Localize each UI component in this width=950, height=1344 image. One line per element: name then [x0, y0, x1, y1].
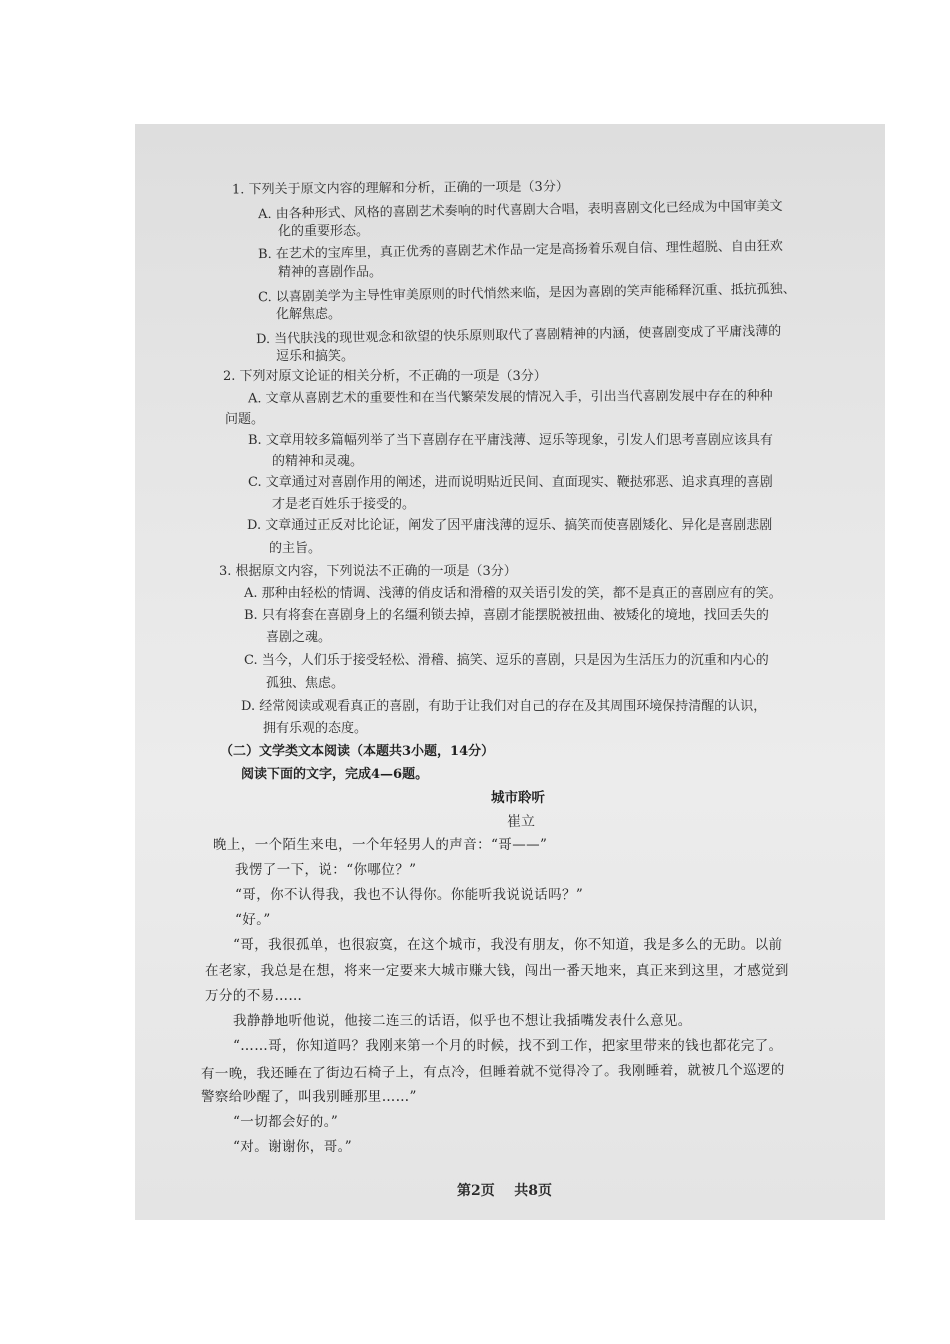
q1-option-c: C. 以喜剧美学为主导性审美原则的时代悄然来临，是因为喜剧的笑声能稀释沉重、抵抗孤独、: [257, 281, 796, 306]
q2-stem: 2. 下列对原文论证的相关分析，不正确的一项是（3分）: [223, 369, 547, 384]
q2-option-c-cont: 才是老百姓乐于接受的。: [272, 497, 416, 512]
q1-option-a: A. 由各种形式、风格的喜剧艺术奏响的时代喜剧大合唱，表明喜剧文化已经成为中国审美文: [257, 198, 783, 223]
story-paragraph-cont: 警察给吵醒了，叫我别睡那里……”: [201, 1089, 417, 1105]
q1-option-d-cont: 逗乐和搞笑。: [276, 349, 355, 364]
story-paragraph: 我静静地听他说，他接二连三的话语，似乎也不想让我插嘴发表什么意见。: [233, 1013, 692, 1029]
story-paragraph: “好。”: [235, 912, 271, 928]
story-paragraph: 晚上，一个陌生来电，一个年轻男人的声音：“哥——”: [213, 837, 548, 853]
story-paragraph: “一切都会好的。”: [233, 1114, 339, 1130]
q3-option-d-cont: 拥有乐观的态度。: [263, 721, 368, 736]
q2-option-d: D. 文章通过正反对比论证，阐发了因平庸浅薄的逗乐、搞笑而使喜剧矮化、异化是喜剧悲剧: [247, 518, 773, 533]
q2-option-d-cont: 的主旨。: [269, 541, 322, 556]
story-paragraph-cont: 有一晚，我还睡在了街边石椅子上，有点冷，但睡着就不觉得冷了。我刚睡着，就被几个巡逻的: [200, 1061, 785, 1083]
q2-option-a-cont: 问题。: [225, 412, 265, 427]
story-paragraph-cont: 万分的不易……: [205, 988, 303, 1004]
story-author: 崔立: [507, 814, 535, 830]
story-paragraph: “哥，你不认得我，我也不认得你。你能听我说说话吗？”: [235, 887, 584, 903]
q2-option-a: A. 文章从喜剧艺术的重要性和在当代繁荣发展的情况入手，引出当代喜剧发展中存在的种种: [247, 388, 773, 407]
q2-option-c: C. 文章通过对喜剧作用的阐述，进而说明贴近民间、直面现实、鞭挞邪恶、追求真理的喜剧: [248, 475, 773, 490]
q1-option-a-cont: 化的重要形态。: [278, 224, 370, 239]
q1-option-b-cont: 精神的喜剧作品。: [278, 265, 383, 280]
q3-option-b: B. 只有将套在喜剧身上的名缰利锁去掉，喜剧才能摆脱被扭曲、被矮化的境地，找回丢失的: [244, 608, 769, 623]
q3-option-c-cont: 孤独、焦虑。: [266, 676, 345, 691]
q3-option-c: C. 当今，人们乐于接受轻松、滑稽、搞笑、逗乐的喜剧，只是因为生活压力的沉重和内心的: [244, 653, 769, 668]
page-number: 第2页 共8页: [457, 1183, 552, 1199]
q1-stem: 1. 下列关于原文内容的理解和分析，正确的一项是（3分）: [231, 179, 569, 198]
q3-option-d: D. 经常阅读或观看真正的喜剧，有助于让我们对自己的存在及其周围环境保持清醒的认识，: [241, 699, 767, 714]
story-paragraph-cont: 在老家，我总是在想，将来一定要来大城市赚大钱，闯出一番天地来，真正来到这里，才感觉到: [205, 963, 789, 979]
story-title: 城市聆听: [491, 790, 545, 806]
q3-option-b-cont: 喜剧之魂。: [266, 630, 332, 645]
q2-option-b-cont: 的精神和灵魂。: [272, 454, 364, 469]
q1-option-c-cont: 化解焦虑。: [276, 307, 342, 322]
q3-option-a: A. 那种由轻松的情调、浅薄的俏皮话和滑稽的双关语引发的笑，都不是真正的喜剧应有的笑。: [244, 586, 782, 601]
q1-option-d: D. 当代肤浅的现世观念和欲望的快乐原则取代了喜剧精神的内涵，使喜剧变成了平庸浅薄的: [255, 323, 782, 348]
q1-option-b: B. 在艺术的宝库里，真正优秀的喜剧艺术作品一定是高扬着乐观自信、理性超脱、自由狂欢: [257, 238, 783, 263]
section-heading: （二）文学类文本阅读（本题共3小题，14分）: [220, 744, 495, 759]
story-paragraph: “对。谢谢你，哥。”: [233, 1139, 353, 1155]
q3-stem: 3. 根据原文内容，下列说法不正确的一项是（3分）: [219, 564, 517, 579]
story-paragraph: “……哥，你知道吗？我刚来第一个月的时候，找不到工作，把家里带来的钱也都花完了。: [233, 1038, 783, 1054]
q2-option-b: B. 文章用较多篇幅列举了当下喜剧存在平庸浅薄、逗乐等现象，引发人们思考喜剧应该具有: [248, 433, 773, 448]
story-paragraph: 我愣了一下，说：“你哪位？”: [235, 862, 417, 878]
section-instruction: 阅读下面的文字，完成4—6题。: [241, 767, 429, 782]
exam-page: [135, 124, 885, 1220]
story-paragraph: “哥，我很孤单，也很寂寞，在这个城市，我没有朋友，你不知道，我是多么的无助。以前: [233, 937, 783, 953]
